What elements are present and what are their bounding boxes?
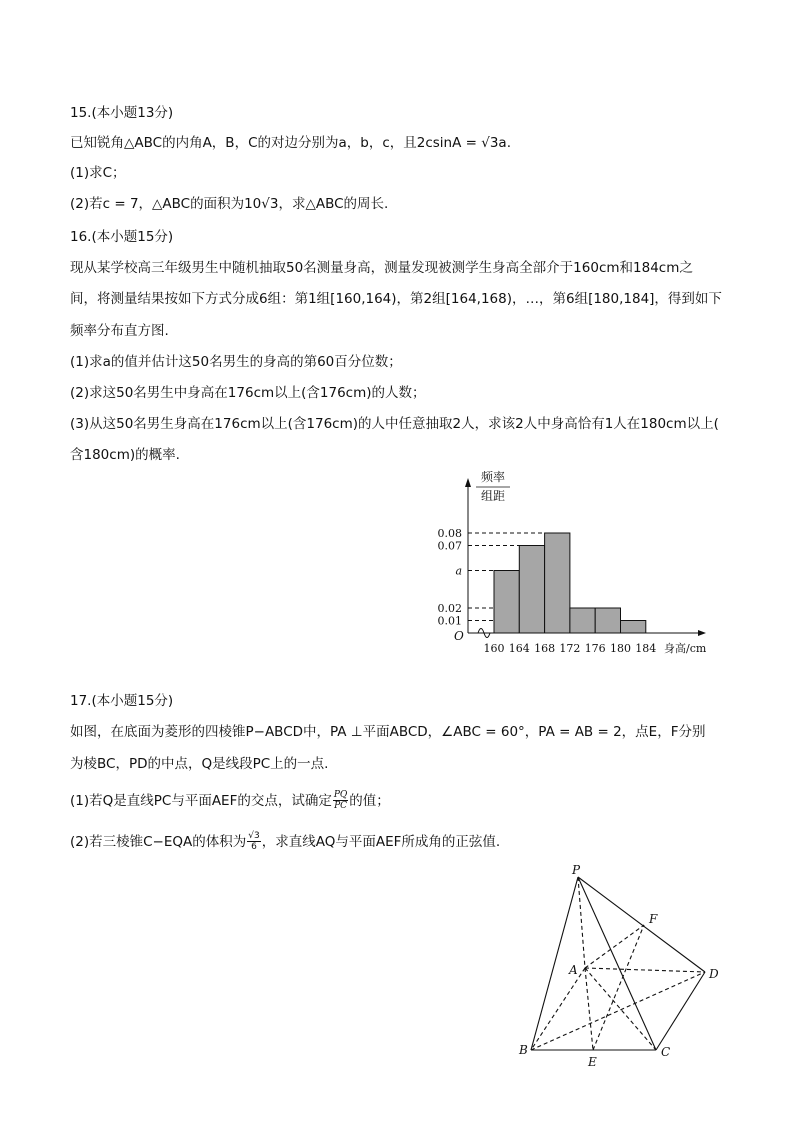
q17-part1-text: (1)若Q是直线PC与平面AEF的交点，试确定 [70, 792, 332, 809]
segment-ae [585, 968, 593, 1050]
label-a: A [569, 963, 578, 977]
axis-break [478, 629, 490, 638]
q17-stem-line1: 如图，在底面为菱形的四棱锥P−ABCD中，PA ⊥平面ABCD，∠ABC = 60°，PA = AB = 2，点E，F分别 [70, 724, 706, 740]
fraction-pq-pc [333, 790, 348, 811]
y-axis-label-numerator: 频率 [480, 470, 506, 484]
histogram-bar [621, 621, 646, 634]
diagonal-ac [585, 968, 656, 1050]
segment-ef [593, 925, 644, 1050]
q17-part1-tail: 的值； [349, 792, 390, 809]
edge-pa [578, 877, 585, 968]
q16-part1: (1)求a的值并估计这50名男生的身高的第60百分位数； [70, 354, 402, 370]
edge-pb [531, 877, 578, 1050]
fraction-denominator: PC [334, 801, 348, 811]
y-tick-label: a [455, 564, 462, 578]
q17-header: 17.(本小题15分) [70, 693, 174, 709]
fraction-numerator: PQ [333, 790, 348, 800]
q15-header: 15.(本小题13分) [70, 105, 174, 121]
label-b: B [519, 1043, 528, 1057]
q17-part1 [70, 790, 390, 811]
q16-stem-line3: 频率分布直方图. [70, 323, 169, 339]
label-c: C [661, 1045, 671, 1059]
q15-part1: (1)求C； [70, 165, 126, 181]
histogram-axes [465, 478, 706, 638]
histogram-bar [595, 608, 620, 633]
histogram-bar [545, 533, 570, 633]
q15-stem: 已知锐角△ABC的内角A，B，C的对边分别为a，b，c，且2csinA = √3a. [70, 135, 511, 151]
y-tick-label: 0.01 [437, 614, 462, 628]
edge-ab [531, 968, 585, 1050]
x-axis-arrow [698, 630, 706, 636]
label-e: E [588, 1055, 597, 1069]
edge-ad [585, 968, 705, 972]
diagonal-bd [531, 972, 705, 1050]
q16-part2: (2)求这50名男生中身高在176cm以上(含176cm)的人数； [70, 385, 426, 401]
segment-af [585, 925, 644, 968]
fraction-volume [247, 831, 260, 852]
q16-header: 16.(本小题15分) [70, 229, 174, 245]
y-axis-label-denominator: 组距 [480, 489, 506, 503]
q17-part2 [70, 831, 500, 852]
y-tick-label: 0.08 [437, 527, 462, 540]
x-axis-label: 身高/cm [664, 642, 707, 655]
q16-part3-line2: 含180cm)的概率. [70, 447, 180, 463]
edge-pd [578, 877, 705, 972]
q16-stem-line1: 现从某学校高三年级男生中随机抽取50名测量身高，测量发现被测学生身高全部介于160cm和184cm之 [70, 260, 693, 276]
q17-part2-text: (2)若三棱锥C−EQA的体积为 [70, 833, 247, 850]
q16-part3-line1: (3)从这50名男生身高在176cm以上(含176cm)的人中任意抽取2人，求该2人中身高恰有1人在180cm以上( [70, 416, 719, 432]
q17-stem-line2: 为棱BC，PD的中点，Q是线段PC上的一点. [70, 756, 329, 772]
x-tick-label: 172 [559, 642, 581, 655]
x-tick-label: 164 [508, 642, 530, 655]
y-axis-arrow [465, 478, 471, 487]
x-tick-label: 160 [483, 642, 505, 655]
q16-stem-line2: 间，将测量结果按如下方式分成6组：第1组[160,164)，第2组[164,168)，…，第6组[180,184]，得到如下 [70, 291, 722, 307]
label-f: F [649, 912, 658, 926]
x-tick-label: 176 [584, 642, 606, 655]
y-tick-label: 0.07 [437, 539, 462, 553]
q15-part2: (2)若c = 7，△ABC的面积为10√3，求△ABC的周长. [70, 196, 389, 212]
histogram-bar [519, 546, 544, 634]
label-p: P [572, 863, 581, 877]
label-d: D [709, 967, 719, 981]
fraction-denominator: 6 [251, 842, 257, 852]
origin-label: O [454, 629, 464, 643]
histogram-bar [494, 571, 519, 634]
edge-cd [656, 972, 705, 1050]
histogram-bar [570, 608, 595, 633]
x-tick-label: 180 [610, 642, 631, 655]
x-tick-label: 168 [534, 642, 556, 655]
edge-pc [578, 877, 656, 1050]
fraction-numerator: √3 [248, 831, 260, 841]
y-tick-label: 0.02 [437, 602, 462, 615]
q17-part2-tail: ，求直线AQ与平面AEF所成角的正弦值. [261, 833, 501, 850]
x-tick-label: 184 [635, 642, 657, 655]
